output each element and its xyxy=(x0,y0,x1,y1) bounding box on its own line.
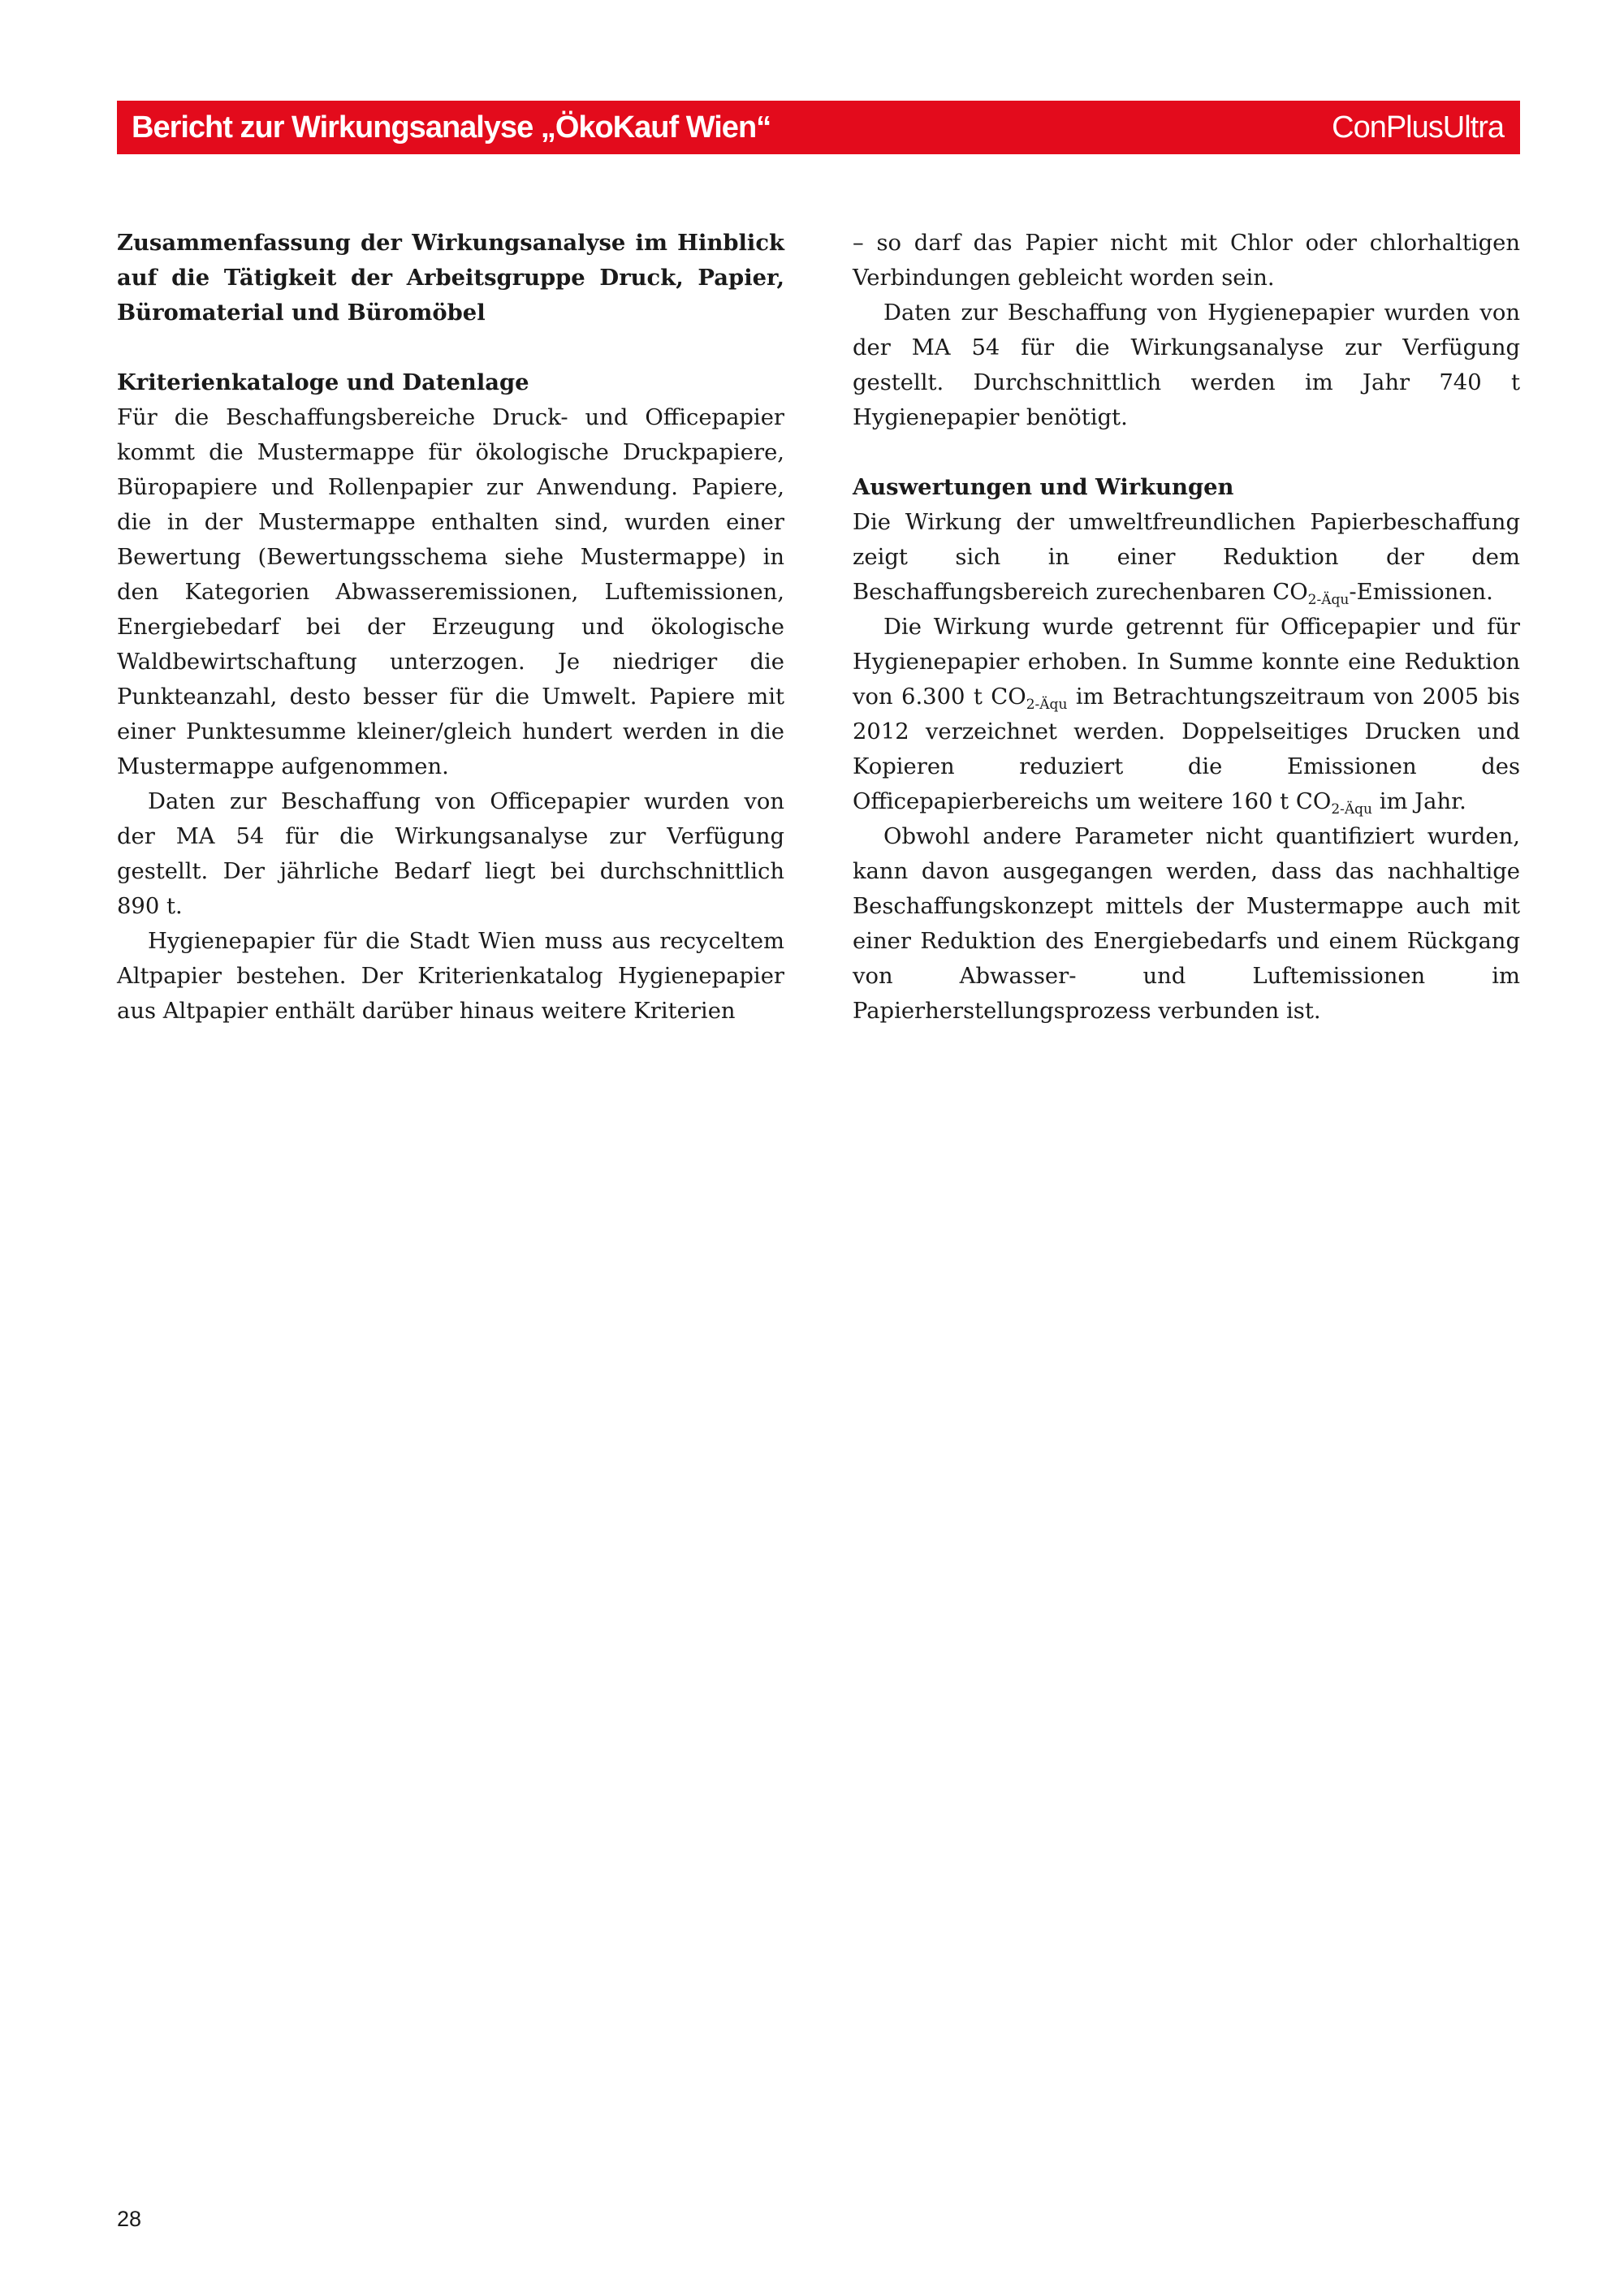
paragraph-officepapier: Daten zur Beschaffung von Officepapier wurden von der MA 54 für die Wirkungsanalyse zur Verfügung gestellt. Der jährliche Bedarf liegt bei durchschnittlich 890 t. xyxy=(117,789,784,919)
spacer xyxy=(853,435,1520,470)
text-run: Die Wirkung der umweltfreundlichen Papierbeschaffung zeigt sich in einer Reduktion der dem Beschaffungsbereich zurechenbaren CO xyxy=(853,510,1520,605)
paragraph-chlor: – so darf das Papier nicht mit Chlor oder chlorhaltigen Verbindungen gebleicht worden sein. xyxy=(853,231,1520,291)
text-run: im Jahr. xyxy=(1372,789,1466,814)
text-run: -Emissionen. xyxy=(1349,580,1493,605)
right-column xyxy=(853,226,1520,1029)
section-heading-criteria: Kriterienkataloge und Datenlage xyxy=(117,369,529,395)
page-number: 28 xyxy=(117,2207,142,2231)
summary-heading: Zusammenfassung der Wirkungsanalyse im Hinblick auf die Tätigkeit der Arbeitsgruppe Druck, Papier, Büromaterial und Büromöbel xyxy=(117,230,784,326)
subscript: 2-Äqu xyxy=(1026,697,1068,713)
paragraph-other-parameters: Obwohl andere Parameter nicht quantifiziert wurden, kann davon ausgegangen werden, dass das nachhaltige Beschaffungskonzept mittels der Mustermappe auch mit einer Reduktion des Energiebedarfs und einem Rückgang von Abwasser- und Luftemissionen im Papierherstellungsprozess verbunden ist. xyxy=(853,824,1520,1024)
section-heading-results: Auswertungen und Wirkungen xyxy=(853,474,1234,500)
text-run: Die Wirkung wurde getrennt für Officepapier und für Hygienepapier erhoben. In Summe konnte eine Reduktion von 6.300 t CO xyxy=(853,615,1520,710)
text-run: im Betrachtungszeitraum von 2005 bis 2012 verzeichnet werden. Doppelseitiges Drucken und Kopieren reduziert die Emissionen des Officepapierbereichs um weitere 160 t CO xyxy=(853,684,1520,814)
spacer xyxy=(117,330,784,365)
subscript: 2-Äqu xyxy=(1331,801,1372,818)
paragraph-hygienepapier: Hygienepapier für die Stadt Wien muss aus recyceltem Altpapier bestehen. Der Kriterienkatalog Hygienepapier aus Altpapier enthält darüber hinaus weitere Kriterien xyxy=(117,929,784,1024)
left-column xyxy=(117,226,784,1029)
paragraph-hygiene-data: Daten zur Beschaffung von Hygienepapier wurden von der MA 54 für die Wirkungsanalyse zur Verfügung gestellt. Durchschnittlich werden im Jahr 740 t Hygienepapier benötigt. xyxy=(853,300,1520,430)
paragraph-criteria: Für die Beschaffungsbereiche Druck- und Officepapier kommt die Mustermappe für ökologische Druckpapiere, Büropapiere und Rollenpapier zur Anwendung. Papiere, die in der Mustermappe enthalten sind, wurden einer Bewertung (Bewertungsschema siehe Mustermappe) in den Kategorien Abwasseremissionen, Luftemissionen, Energiebedarf bei der Erzeugung und ökologische Waldbewirtschaftung unterzogen. Je niedriger die Punkteanzahl, desto besser für die Umwelt. Papiere mit einer Punktesumme kleiner/gleich hundert werden in die Mustermappe aufgenommen. xyxy=(117,405,784,779)
header-bar xyxy=(117,101,1520,154)
subscript: 2-Äqu xyxy=(1307,592,1350,608)
report-title: Bericht zur Wirkungsanalyse „ÖkoKauf Wien“ xyxy=(132,110,771,145)
paragraph-effect xyxy=(853,505,1520,610)
paragraph-reduction xyxy=(853,610,1520,819)
brand-name: ConPlusUltra xyxy=(1332,110,1504,145)
